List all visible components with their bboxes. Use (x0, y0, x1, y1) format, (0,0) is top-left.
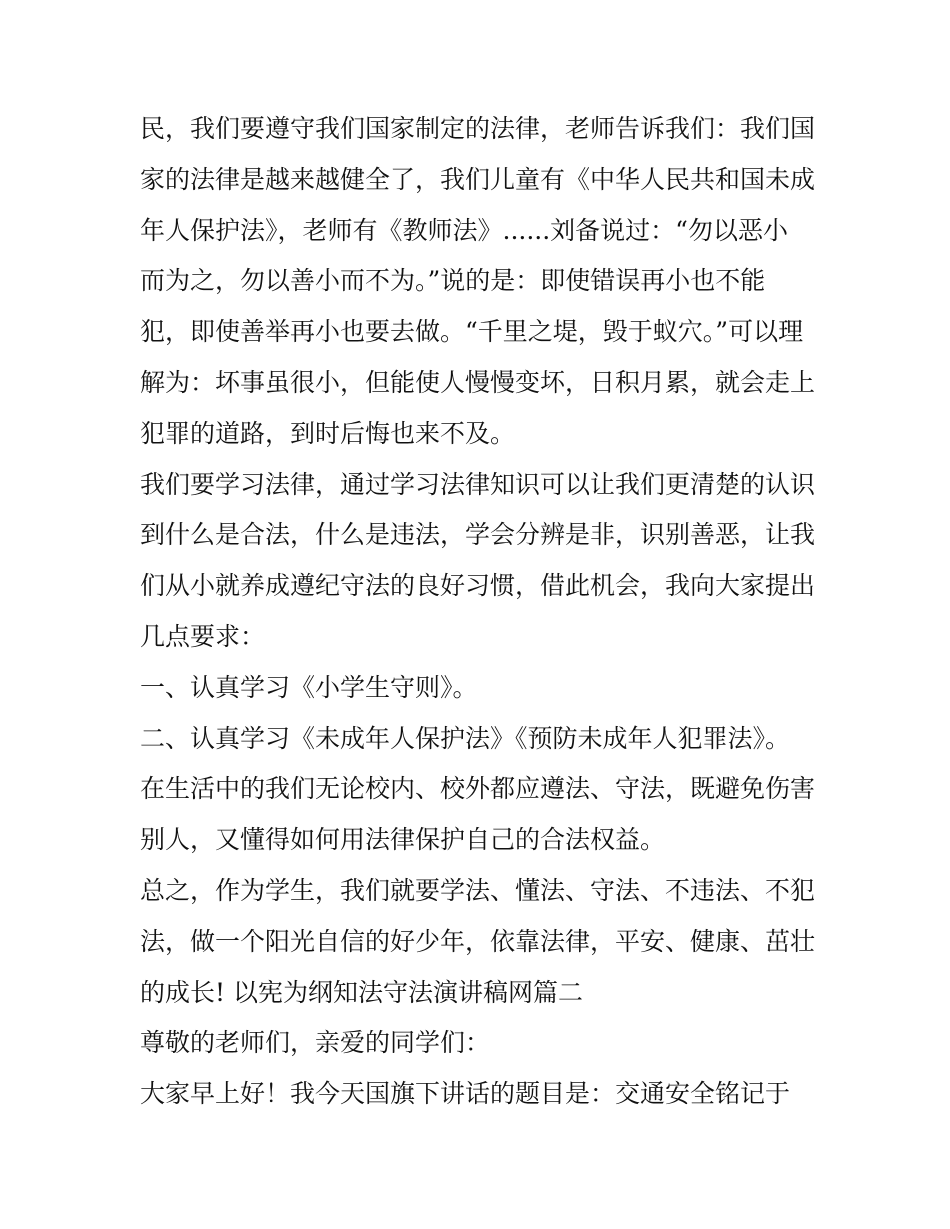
text-line: 犯，即使善举再小也要去做。“千里之堤，毁于蚁穴。”可以理 (140, 317, 804, 347)
text-line: 们从小就养成遵纪守法的良好习惯，借此机会，我向大家提出 (140, 571, 816, 601)
text-line: 别人，又懂得如何用法律保护自己的合法权益。 (140, 825, 666, 855)
text-line: 我们要学习法律，通过学习法律知识可以让我们更清楚的认识 (140, 469, 816, 499)
text-line: 一、认真学习《小学生守则》。 (140, 672, 478, 702)
text-line: 犯罪的道路，到时后悔也来不及。 (140, 418, 516, 448)
text-line: 解为：坏事虽很小，但能使人慢慢变坏，日积月累，就会走上 (140, 367, 816, 397)
text-line: 在生活中的我们无论校内、校外都应遵法、守法，既避免伤害 (140, 774, 816, 804)
text-line: 大家早上好！我今天国旗下讲话的题目是：交通安全铭记于 (140, 1079, 791, 1109)
text-line: 而为之，勿以善小而不为。”说的是：即使错误再小也不能 (140, 266, 766, 296)
text-line: 年人保护法》，老师有《教师法》......刘备说过：“勿以恶小 (140, 215, 788, 245)
text-line: 民，我们要遵守我们国家制定的法律，老师告诉我们：我们国 (140, 114, 816, 143)
text-line: 总之，作为学生，我们就要学法、懂法、守法、不违法、不犯 (140, 875, 816, 905)
document-body (140, 104, 830, 1120)
text-line: 尊敬的老师们，亲爱的同学们： (140, 1028, 491, 1058)
text-line: 到什么是合法，什么是违法，学会分辨是非，识别善恶，让我 (140, 520, 816, 550)
text-line: 二、认真学习《未成年人保护法》《预防未成年人犯罪法》。 (140, 723, 791, 753)
text-line: 的成长! 以宪为纲知法守法演讲稿网篇二 (140, 977, 583, 1007)
text-line: 家的法律是越来越健全了，我们儿童有《中华人民共和国未成 (140, 164, 816, 194)
text-line: 几点要求： (140, 621, 266, 651)
text-line: 法，做一个阳光自信的好少年，依靠法律，平安、健康、茁壮 (140, 926, 816, 956)
